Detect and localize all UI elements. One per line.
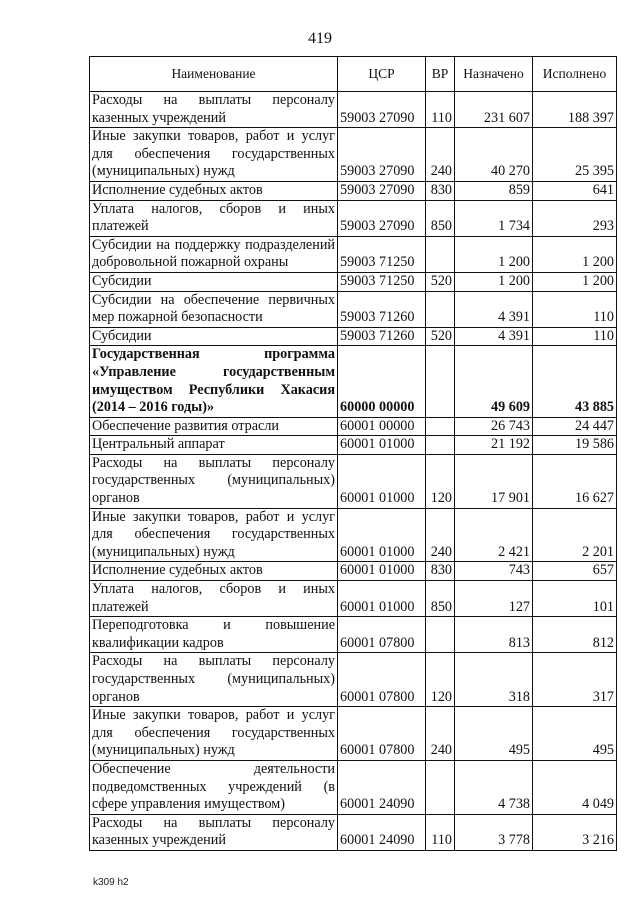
table-row: [90, 200, 617, 236]
cell-planned: 26 743: [455, 417, 533, 436]
cell-executed: 3 216: [533, 814, 617, 850]
cell-executed: 110: [533, 291, 617, 327]
cell-planned: 1 200: [455, 272, 533, 291]
header-name: Наименование: [90, 57, 338, 92]
cell-executed: 1 200: [533, 236, 617, 272]
cell-csr: 60001 07800: [338, 653, 426, 707]
header-csr: ЦСР: [338, 57, 426, 92]
cell-name: Субсидии на поддержку подразделений добровольной пожарной охраны: [90, 236, 338, 272]
table-row: [90, 454, 617, 508]
cell-vr: [426, 436, 455, 455]
cell-vr: [426, 417, 455, 436]
cell-name: Исполнение судебных актов: [90, 562, 338, 581]
cell-executed: 1 200: [533, 272, 617, 291]
table-row: [90, 707, 617, 761]
cell-planned: 743: [455, 562, 533, 581]
cell-csr: 60001 24090: [338, 814, 426, 850]
cell-csr: 60001 07800: [338, 707, 426, 761]
cell-csr: 59003 71250: [338, 236, 426, 272]
table-row: [90, 417, 617, 436]
cell-vr: [426, 236, 455, 272]
cell-vr: 520: [426, 272, 455, 291]
cell-csr: 59003 71250: [338, 272, 426, 291]
cell-csr: 60001 01000: [338, 562, 426, 581]
cell-vr: 120: [426, 454, 455, 508]
cell-planned: 859: [455, 181, 533, 200]
cell-vr: 240: [426, 707, 455, 761]
cell-executed: 110: [533, 327, 617, 346]
cell-name: Расходы на выплаты персоналу государственных (муниципальных) органов: [90, 653, 338, 707]
table-row: [90, 128, 617, 182]
cell-executed: 317: [533, 653, 617, 707]
cell-planned: 1 734: [455, 200, 533, 236]
cell-name: Обеспечение развития отрасли: [90, 417, 338, 436]
cell-planned: 318: [455, 653, 533, 707]
cell-name: Расходы на выплаты персоналу казенных учреждений: [90, 92, 338, 128]
table-row: [90, 653, 617, 707]
cell-planned: 49 609: [455, 346, 533, 417]
header-executed: Исполнено: [533, 57, 617, 92]
cell-name: Переподготовка и повышение квалификации кадров: [90, 617, 338, 653]
cell-vr: [426, 617, 455, 653]
header-vr: ВР: [426, 57, 455, 92]
cell-name: Уплата налогов, сборов и иных платежей: [90, 200, 338, 236]
cell-vr: 830: [426, 181, 455, 200]
cell-executed: 25 395: [533, 128, 617, 182]
table-row: [90, 508, 617, 562]
footer-code: k309 h2: [93, 877, 129, 888]
cell-executed: 2 201: [533, 508, 617, 562]
cell-name: Государственная программа «Управление государственным имуществом Республики Хакасия (2014 – 2016 годы)»: [90, 346, 338, 417]
cell-executed: 4 049: [533, 760, 617, 814]
cell-name: Обеспечение деятельности подведомственных учреждений (в сфере управления имуществом): [90, 760, 338, 814]
cell-name: Субсидии: [90, 327, 338, 346]
cell-csr: 60000 00000: [338, 346, 426, 417]
cell-planned: 495: [455, 707, 533, 761]
cell-name: Иные закупки товаров, работ и услуг для обеспечения государственных (муниципальных) нужд: [90, 707, 338, 761]
table-row: [90, 291, 617, 327]
cell-executed: 812: [533, 617, 617, 653]
table-row: [90, 562, 617, 581]
cell-vr: [426, 291, 455, 327]
cell-csr: 59003 27090: [338, 200, 426, 236]
table-row: [90, 581, 617, 617]
cell-executed: 101: [533, 581, 617, 617]
cell-planned: 4 391: [455, 327, 533, 346]
table-body: [90, 92, 617, 851]
cell-name: Исполнение судебных актов: [90, 181, 338, 200]
table-row: [90, 327, 617, 346]
cell-executed: 495: [533, 707, 617, 761]
cell-planned: 21 192: [455, 436, 533, 455]
cell-name: Иные закупки товаров, работ и услуг для обеспечения государственных (муниципальных) нужд: [90, 128, 338, 182]
cell-csr: 60001 01000: [338, 454, 426, 508]
cell-planned: 231 607: [455, 92, 533, 128]
header-planned: Назначено: [455, 57, 533, 92]
cell-planned: 17 901: [455, 454, 533, 508]
cell-csr: 60001 07800: [338, 617, 426, 653]
cell-vr: 830: [426, 562, 455, 581]
cell-vr: 240: [426, 128, 455, 182]
cell-executed: 43 885: [533, 346, 617, 417]
cell-vr: 240: [426, 508, 455, 562]
cell-csr: 60001 01000: [338, 436, 426, 455]
cell-planned: 813: [455, 617, 533, 653]
cell-vr: 110: [426, 814, 455, 850]
cell-planned: 127: [455, 581, 533, 617]
cell-csr: 59003 27090: [338, 92, 426, 128]
cell-planned: 40 270: [455, 128, 533, 182]
cell-planned: 2 421: [455, 508, 533, 562]
cell-name: Иные закупки товаров, работ и услуг для обеспечения государственных (муниципальных) нужд: [90, 508, 338, 562]
cell-vr: [426, 346, 455, 417]
cell-name: Субсидии: [90, 272, 338, 291]
cell-vr: [426, 760, 455, 814]
table-header-row: [90, 57, 617, 92]
cell-executed: 188 397: [533, 92, 617, 128]
cell-vr: 110: [426, 92, 455, 128]
cell-csr: 60001 24090: [338, 760, 426, 814]
cell-executed: 19 586: [533, 436, 617, 455]
cell-vr: 850: [426, 581, 455, 617]
cell-csr: 59003 71260: [338, 291, 426, 327]
cell-executed: 657: [533, 562, 617, 581]
table-row: [90, 92, 617, 128]
budget-table: [89, 56, 617, 851]
table-row: [90, 617, 617, 653]
cell-executed: 641: [533, 181, 617, 200]
table-row: [90, 346, 617, 417]
cell-csr: 59003 27090: [338, 181, 426, 200]
cell-csr: 59003 27090: [338, 128, 426, 182]
cell-name: Расходы на выплаты персоналу государственных (муниципальных) органов: [90, 454, 338, 508]
cell-planned: 4 738: [455, 760, 533, 814]
cell-csr: 59003 71260: [338, 327, 426, 346]
cell-name: Уплата налогов, сборов и иных платежей: [90, 581, 338, 617]
cell-name: Расходы на выплаты персоналу казенных учреждений: [90, 814, 338, 850]
cell-vr: 120: [426, 653, 455, 707]
cell-csr: 60001 00000: [338, 417, 426, 436]
table-row: [90, 814, 617, 850]
table-row: [90, 181, 617, 200]
table-row: [90, 236, 617, 272]
cell-name: Субсидии на обеспечение первичных мер пожарной безопасности: [90, 291, 338, 327]
cell-csr: 60001 01000: [338, 508, 426, 562]
cell-planned: 1 200: [455, 236, 533, 272]
cell-executed: 293: [533, 200, 617, 236]
cell-csr: 60001 01000: [338, 581, 426, 617]
page-number: 419: [308, 30, 332, 47]
table-row: [90, 272, 617, 291]
cell-executed: 16 627: [533, 454, 617, 508]
cell-vr: 520: [426, 327, 455, 346]
cell-planned: 3 778: [455, 814, 533, 850]
table-row: [90, 760, 617, 814]
table-row: [90, 436, 617, 455]
cell-name: Центральный аппарат: [90, 436, 338, 455]
cell-vr: 850: [426, 200, 455, 236]
cell-planned: 4 391: [455, 291, 533, 327]
cell-executed: 24 447: [533, 417, 617, 436]
